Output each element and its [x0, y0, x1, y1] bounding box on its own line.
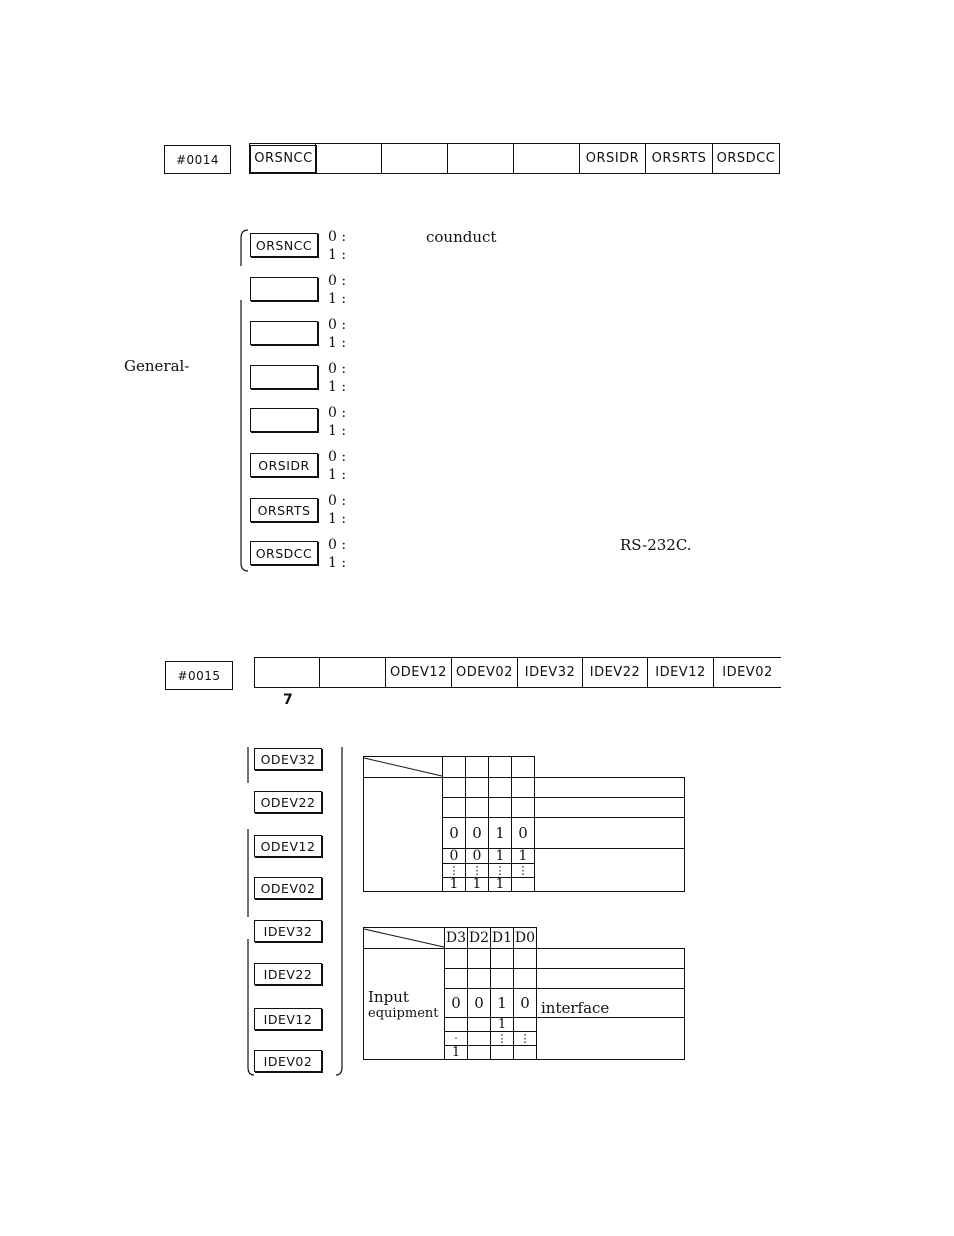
bit-row-6-values [328, 272, 346, 308]
input-label-line2: equipment [368, 1005, 439, 1021]
output-header-diagonal [364, 757, 443, 778]
brace-bits-0014 [238, 228, 250, 573]
param14-bit-2: ORSIDR [580, 144, 646, 173]
bit-row-orsidr-label: ORSIDR [250, 453, 318, 477]
table-cell [466, 778, 489, 798]
param14-bit-3 [514, 144, 580, 173]
table-desc-cell [537, 969, 685, 989]
param15-bit-0: IDEV02 [722, 665, 773, 680]
param14-bit-5 [382, 144, 448, 173]
dev-label-idev32: IDEV32 [254, 920, 322, 942]
input-table-header [364, 928, 685, 949]
param14-bit-7 [249, 144, 316, 173]
table-cell [514, 1018, 537, 1032]
dev-label-odev22: ODEV22 [254, 791, 322, 813]
table-cell: 1 [489, 878, 512, 892]
bit-row-3-label [250, 408, 318, 432]
bit-row-orsncc-values [328, 228, 346, 264]
table-cell: ⋮ [512, 864, 535, 878]
table-cell: 1 [443, 878, 466, 892]
value-1: 1 : [328, 511, 347, 527]
table-cell [512, 798, 535, 818]
value-0: 0 : [328, 317, 347, 333]
bit-row-5-values [328, 316, 346, 352]
param15-bit-row [254, 657, 781, 688]
input-header-d2: D2 [468, 928, 491, 949]
table-desc-cell [535, 798, 685, 818]
value-0: 0 : [328, 405, 347, 421]
param15-bit-7 [254, 658, 320, 687]
input-header-diagonal [364, 928, 445, 949]
dev-label-idev02: IDEV02 [254, 1050, 322, 1072]
table-cell [489, 778, 512, 798]
param-number-0014 [164, 145, 231, 174]
input-header-blank [537, 928, 685, 949]
table-cell: 1 [445, 1046, 468, 1060]
output-header-d2 [466, 757, 489, 778]
dev-label-idev22: IDEV22 [254, 963, 322, 985]
bit-row-5-label [250, 321, 318, 345]
output-header-blank [535, 757, 685, 778]
table-cell: 0 [512, 818, 535, 849]
table-cell [468, 1046, 491, 1060]
value-0: 0 : [328, 361, 347, 377]
value-1: 1 : [328, 423, 347, 439]
table-cell [491, 969, 514, 989]
param15-bit-6 [320, 658, 386, 687]
table-desc-cell [537, 989, 685, 1018]
bit-row-3-values [328, 404, 346, 440]
value-1: 1 : [328, 247, 347, 263]
input-header-d0: D0 [514, 928, 537, 949]
table-cell: ⋮ [443, 864, 466, 878]
table-cell: 0 [445, 989, 468, 1018]
side-label: General- [124, 357, 190, 375]
table-desc-cell [535, 849, 685, 892]
output-header-d3 [443, 757, 466, 778]
dev-label-odev02: ODEV02 [254, 877, 322, 899]
table-cell [512, 878, 535, 892]
table-desc-cell [535, 818, 685, 849]
table-cell: ⋮ [466, 864, 489, 878]
param-number-label: #0014 [175, 152, 220, 167]
value-0: 0 : [328, 229, 347, 245]
table-cell: 0 [466, 849, 489, 864]
table-cell: · [445, 1032, 468, 1046]
bit-row-4-values [328, 360, 346, 396]
table-desc-cell [537, 1018, 685, 1060]
output-row-label [364, 778, 443, 892]
table-cell: ⋮ [514, 1032, 537, 1046]
value-1: 1 : [328, 555, 347, 571]
table-cell [491, 1046, 514, 1060]
bit-row-orsncc-note: counduct [426, 228, 497, 246]
bit-row-orsdcc-values [328, 536, 346, 572]
param15-bit-1: IDEV12 [648, 658, 714, 687]
dev-label-odev32: ODEV32 [254, 748, 322, 770]
table-cell [443, 778, 466, 798]
bit-row-4-label [250, 365, 318, 389]
param14-bit-7-label: ORSNCC [250, 145, 316, 173]
bit-row-orsrts-label: ORSRTS [250, 498, 318, 522]
table-cell: 1 [512, 849, 535, 864]
dev-label-odev12: ODEV12 [254, 835, 322, 857]
param-number-label: #0015 [177, 668, 221, 683]
table-cell [489, 798, 512, 818]
param15-bit-5: ODEV12 [386, 658, 452, 687]
param14-bit-1: ORSRTS [646, 144, 713, 173]
param14-bit-6 [316, 144, 382, 173]
output-header-d0 [512, 757, 535, 778]
value-0: 0 : [328, 449, 347, 465]
table-cell: 0 [468, 989, 491, 1018]
table-cell: 1 [466, 878, 489, 892]
value-1: 1 : [328, 335, 347, 351]
table-cell: 0 [466, 818, 489, 849]
table-cell: 0 [443, 818, 466, 849]
table-row [364, 949, 685, 969]
table-cell: ⋮ [489, 864, 512, 878]
table-cell [468, 1032, 491, 1046]
table-desc-cell [537, 949, 685, 969]
table-cell: 1 [491, 989, 514, 1018]
value-1: 1 : [328, 291, 347, 307]
table-cell [445, 969, 468, 989]
output-device-table [363, 756, 685, 892]
table-cell [468, 1018, 491, 1032]
table-cell [514, 969, 537, 989]
table-cell [468, 949, 491, 969]
table-cell: 1 [489, 849, 512, 864]
param-number-0015 [165, 661, 233, 690]
param14-bit-row [249, 143, 780, 174]
table-cell [514, 949, 537, 969]
table-cell [512, 778, 535, 798]
param15-bit-2: IDEV22 [583, 658, 648, 687]
bit-row-orsidr-values [328, 448, 346, 484]
input-header-d1: D1 [491, 928, 514, 949]
bit-row-orsrts-values [328, 492, 346, 528]
input-device-table [363, 927, 685, 1060]
input-row-interface: interface [541, 999, 610, 1017]
table-cell [445, 949, 468, 969]
input-label-line1: Input [368, 987, 409, 1006]
value-0: 0 : [328, 537, 347, 553]
param14-bit-4 [448, 144, 514, 173]
param15-bit-4: ODEV02 [452, 658, 518, 687]
table-cell [443, 798, 466, 818]
table-desc-cell [535, 778, 685, 798]
value-1: 1 : [328, 467, 347, 483]
table-cell [514, 1046, 537, 1060]
table-cell: 1 [489, 818, 512, 849]
output-table-header [364, 757, 685, 778]
dev-label-idev12: IDEV12 [254, 1008, 322, 1030]
bit-row-6-label [250, 277, 318, 301]
value-1: 1 : [328, 379, 347, 395]
table-cell: 0 [514, 989, 537, 1018]
input-row-label [364, 949, 445, 1060]
bit-index-note: 7 [283, 692, 293, 708]
bit-row-orsncc-label: ORSNCC [250, 233, 318, 257]
bit-row-orsdcc-note: RS-232C. [620, 536, 692, 554]
bit-row-orsdcc-label: ORSDCC [250, 541, 318, 565]
table-cell: ⋮ [491, 1032, 514, 1046]
param15-bit-3: IDEV32 [518, 658, 583, 687]
table-cell [468, 969, 491, 989]
input-header-d3: D3 [445, 928, 468, 949]
output-header-d1 [489, 757, 512, 778]
table-row [364, 778, 685, 798]
value-0: 0 : [328, 493, 347, 509]
value-0: 0 : [328, 273, 347, 289]
table-cell: 1 [491, 1018, 514, 1032]
table-cell [466, 798, 489, 818]
table-cell: 0 [443, 849, 466, 864]
param14-bit-0: ORSDCC [713, 144, 780, 173]
table-cell [445, 1018, 468, 1032]
table-cell [491, 949, 514, 969]
